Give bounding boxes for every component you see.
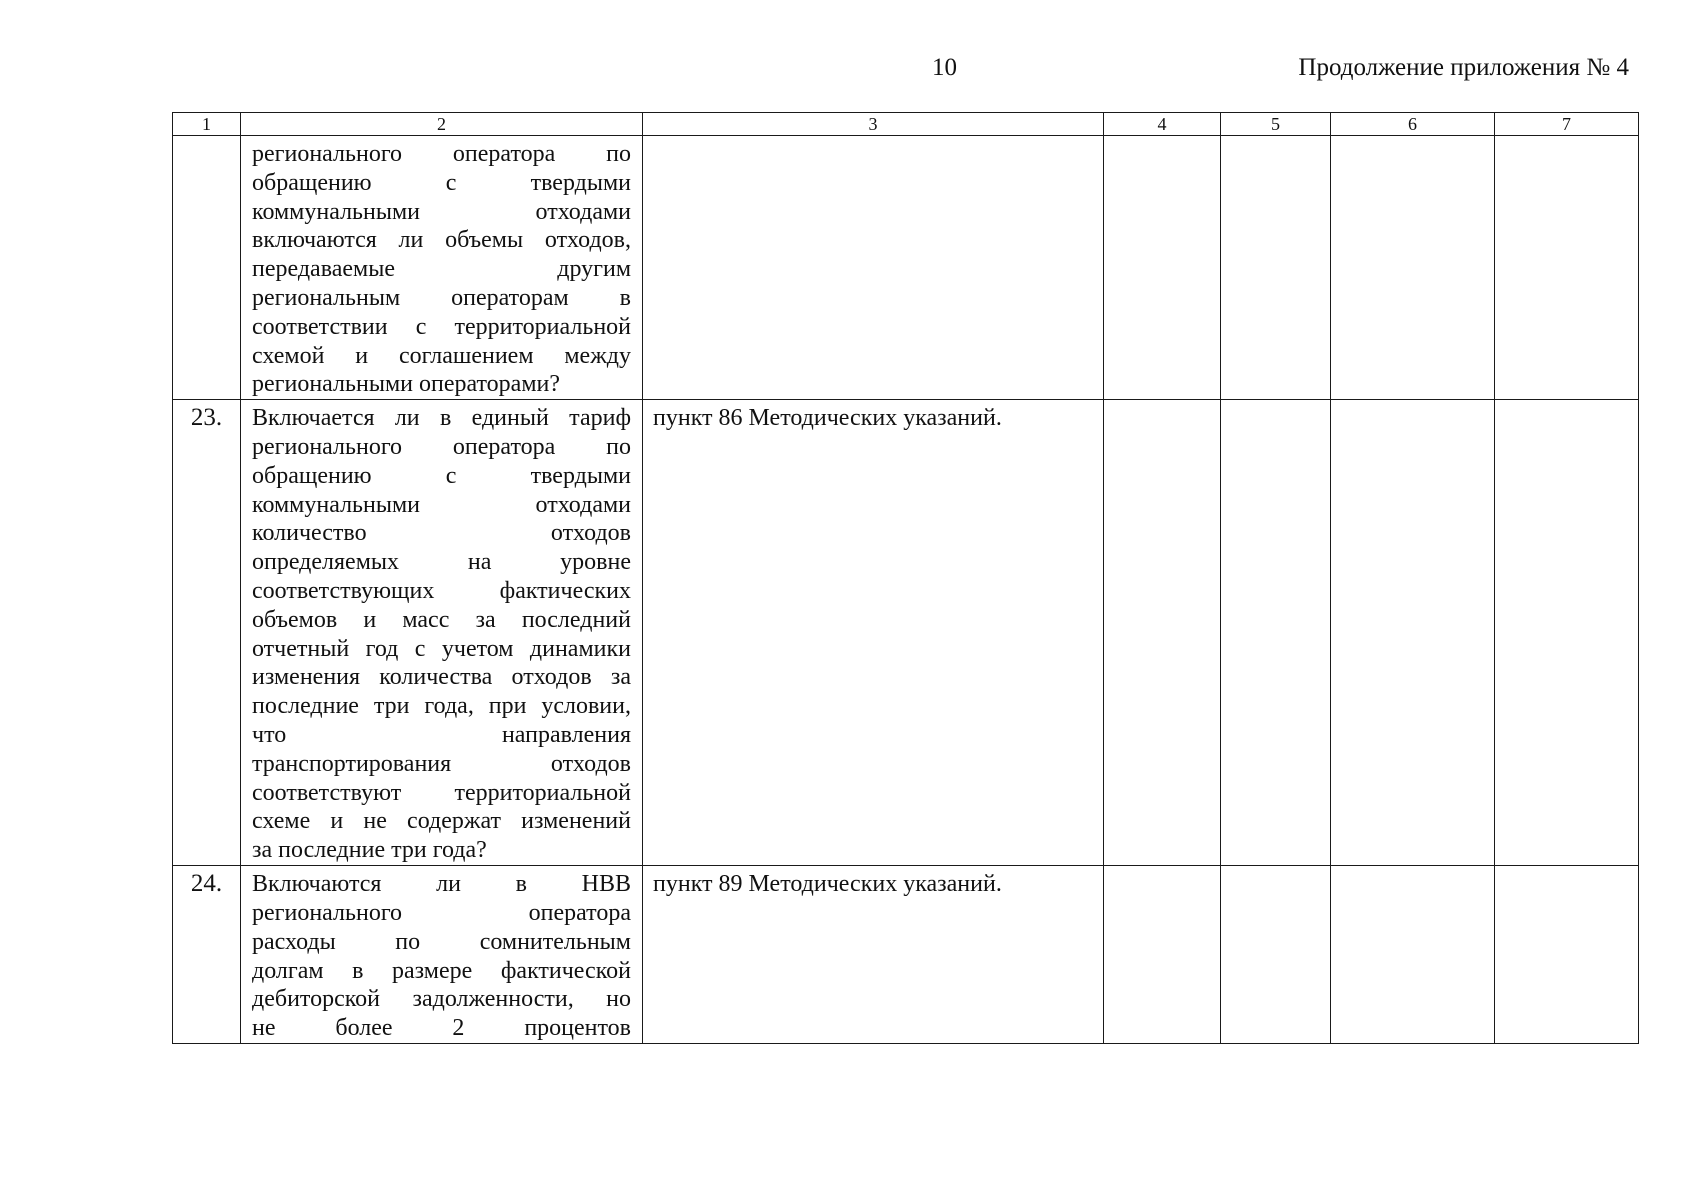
row-number xyxy=(173,136,241,400)
question-cell xyxy=(241,400,643,866)
table-row xyxy=(173,866,1639,1044)
question-line: не более 2 процентов xyxy=(252,1015,631,1042)
empty-cell-col-7 xyxy=(1495,866,1639,1044)
question-line: долгам в размере фактической xyxy=(252,957,631,984)
empty-cell-col-6 xyxy=(1331,400,1495,866)
empty-cell-col-6 xyxy=(1331,136,1495,400)
question-line: региональным операторам в xyxy=(252,284,631,311)
question-line: количество отходов xyxy=(252,520,631,547)
column-header: 7 xyxy=(1495,113,1639,136)
column-numbers-row xyxy=(173,113,1639,136)
empty-cell-col-5 xyxy=(1221,400,1331,866)
question-line: изменения количества отходов за xyxy=(252,664,631,691)
table-row xyxy=(173,136,1639,400)
question-line: обращению с твердыми xyxy=(252,462,631,489)
reference-cell xyxy=(643,136,1104,400)
question-line: коммунальными отходами xyxy=(252,198,631,225)
question-line: объемов и масс за последний xyxy=(252,606,631,633)
question-line: транспортирования отходов xyxy=(252,750,631,777)
question-cell xyxy=(241,866,643,1044)
table-row xyxy=(173,400,1639,866)
question-line: соответствии с территориальной xyxy=(252,313,631,340)
question-line: схеме и не содержат изменений xyxy=(252,808,631,835)
empty-cell-col-6 xyxy=(1331,866,1495,1044)
empty-cell-col-4 xyxy=(1104,400,1221,866)
column-header: 2 xyxy=(241,113,643,136)
question-line: региональными операторами? xyxy=(252,371,561,398)
question-line: включаются ли объемы отходов, xyxy=(252,227,631,254)
appendix-continuation-title: Продолжение приложения № 4 xyxy=(1298,54,1629,81)
checklist-table xyxy=(172,112,1639,1044)
question-cell xyxy=(241,136,643,400)
question-line: обращению с твердыми xyxy=(252,169,631,196)
column-header: 1 xyxy=(173,113,241,136)
question-line: коммунальными отходами xyxy=(252,491,631,518)
question-line: соответствующих фактических xyxy=(252,577,631,604)
empty-cell-col-4 xyxy=(1104,136,1221,400)
row-number: 23. xyxy=(173,400,241,866)
question-line: регионального оператора по xyxy=(252,141,631,167)
question-line: Включаются ли в НВВ xyxy=(252,871,631,898)
page-number: 10 xyxy=(932,54,957,81)
empty-cell-col-4 xyxy=(1104,866,1221,1044)
question-line: схемой и соглашением между xyxy=(252,342,631,369)
question-line: что направления xyxy=(252,721,631,748)
question-line: регионального оператора xyxy=(252,899,631,926)
empty-cell-col-7 xyxy=(1495,136,1639,400)
question-line: определяемых на уровне xyxy=(252,549,631,576)
row-number: 24. xyxy=(173,866,241,1044)
question-line: последние три года, при условии, xyxy=(252,693,631,720)
question-line: отчетный год с учетом динамики xyxy=(252,635,631,662)
question-line: Включается ли в единый тариф xyxy=(252,405,631,432)
question-line: дебиторской задолженности, но xyxy=(252,986,631,1013)
question-line: регионального оператора по xyxy=(252,433,631,460)
empty-cell-col-7 xyxy=(1495,400,1639,866)
empty-cell-col-5 xyxy=(1221,136,1331,400)
empty-cell-col-5 xyxy=(1221,866,1331,1044)
column-header: 4 xyxy=(1104,113,1221,136)
question-line: соответствуют территориальной xyxy=(252,779,631,806)
reference-cell: пункт 89 Методических указаний. xyxy=(643,866,1104,1044)
question-line: передаваемые другим xyxy=(252,256,631,283)
question-line: расходы по сомнительным xyxy=(252,928,631,955)
question-line: за последние три года? xyxy=(252,837,487,864)
column-header: 5 xyxy=(1221,113,1331,136)
column-header: 3 xyxy=(643,113,1104,136)
column-header: 6 xyxy=(1331,113,1495,136)
reference-cell: пункт 86 Методических указаний. xyxy=(643,400,1104,866)
